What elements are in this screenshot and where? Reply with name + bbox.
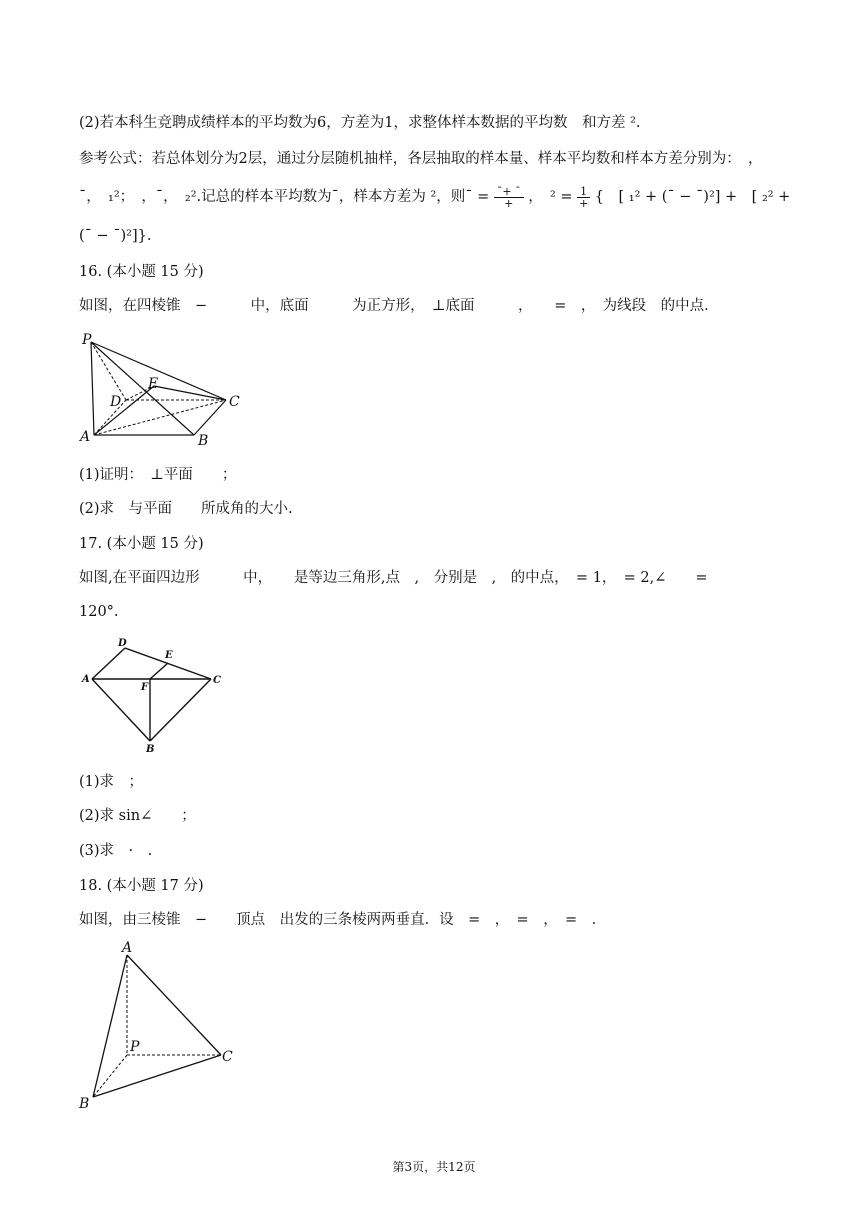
q18-label-B: B [79, 1096, 90, 1112]
q16-header: 16. (本小题 15 分) [79, 264, 204, 280]
q15-mean-fraction-denominator: + [504, 196, 514, 210]
q17-label-F: F [141, 682, 149, 693]
q17-label-C: C [213, 675, 221, 686]
q15-variance-fraction-numerator: 1 [577, 186, 590, 198]
q15-reference-formula-line2 [79, 182, 790, 212]
q17-label-D: D [118, 638, 127, 649]
q16-stem: 如图，在四棱锥 − 中，底面 为正方形， ⊥底面 ， = ， 为线段 的中点. [79, 298, 709, 314]
q15-formula-part-a: ¯， ₁²； ，¯， ₂².记总的样本平均数为¯，样本方差为 ²，则¯ = [79, 189, 490, 205]
q15-reference-formula-line1: 参考公式：若总体划分为2层，通过分层随机抽样，各层抽取的样本量、样本平均数和样本方差分别为： ， [79, 151, 763, 167]
q16-part2: (2)求 与平面 所成角的大小. [79, 501, 293, 517]
q18-label-P: P [130, 1039, 140, 1055]
q18-label-A: A [122, 940, 133, 956]
q17-part2: (2)求 sin∠ ； [79, 808, 196, 824]
q16-label-B: B [198, 433, 209, 449]
q16-part1: (1)证明： ⊥平面 ； [79, 467, 237, 483]
q15-variance-fraction-denominator: + [579, 196, 589, 210]
q15-part2: (2)若本科生竞聘成绩样本的平均数为6，方差为1，求整体样本数据的平均数 和方差 ². [79, 115, 641, 131]
q15-variance-fraction [577, 186, 590, 209]
q16-label-A: A [80, 429, 91, 445]
q17-figure-quadrilateral [78, 634, 228, 754]
q15-mean-fraction-numerator: ¯+ ¯ [494, 186, 524, 198]
page-footer: 第3页，共12页 [392, 1160, 476, 1174]
q17-stem-line1: 如图,在平面四边形 中， 是等边三角形,点 , 分别是 , 的中点， = 1， = 2,∠ = [79, 570, 708, 586]
q16-label-C: C [229, 394, 240, 410]
q16-label-D: D [110, 394, 122, 410]
q17-stem-line2: 120°. [79, 604, 119, 620]
q16-label-E: E [148, 376, 159, 392]
q18-figure-tetrahedron [76, 940, 246, 1115]
q18-stem: 如图，由三棱锥 − 顶点 出发的三条棱两两垂直．设 = ， = ， = . [79, 912, 597, 928]
q16-label-P: P [82, 332, 92, 348]
q15-reference-formula-line3: (¯ − ¯)²]}. [79, 228, 152, 244]
q17-label-B: B [146, 744, 155, 754]
q15-formula-part-b: ， ² = [528, 189, 573, 205]
q17-part1: (1)求 ； [79, 774, 144, 790]
q17-label-A: A [82, 674, 90, 685]
q17-header: 17. (本小题 15 分) [79, 536, 204, 552]
q17-part3: (3)求 · . [79, 843, 153, 859]
q18-header: 18. (本小题 17 分) [79, 878, 204, 894]
q18-label-C: C [222, 1049, 233, 1065]
q15-mean-fraction [494, 186, 524, 209]
q15-formula-part-c: { [ ₁² + (¯ − ¯)²] + [ ₂² + [594, 189, 791, 205]
q17-label-E: E [165, 650, 173, 661]
q16-figure-pyramid [76, 328, 256, 450]
